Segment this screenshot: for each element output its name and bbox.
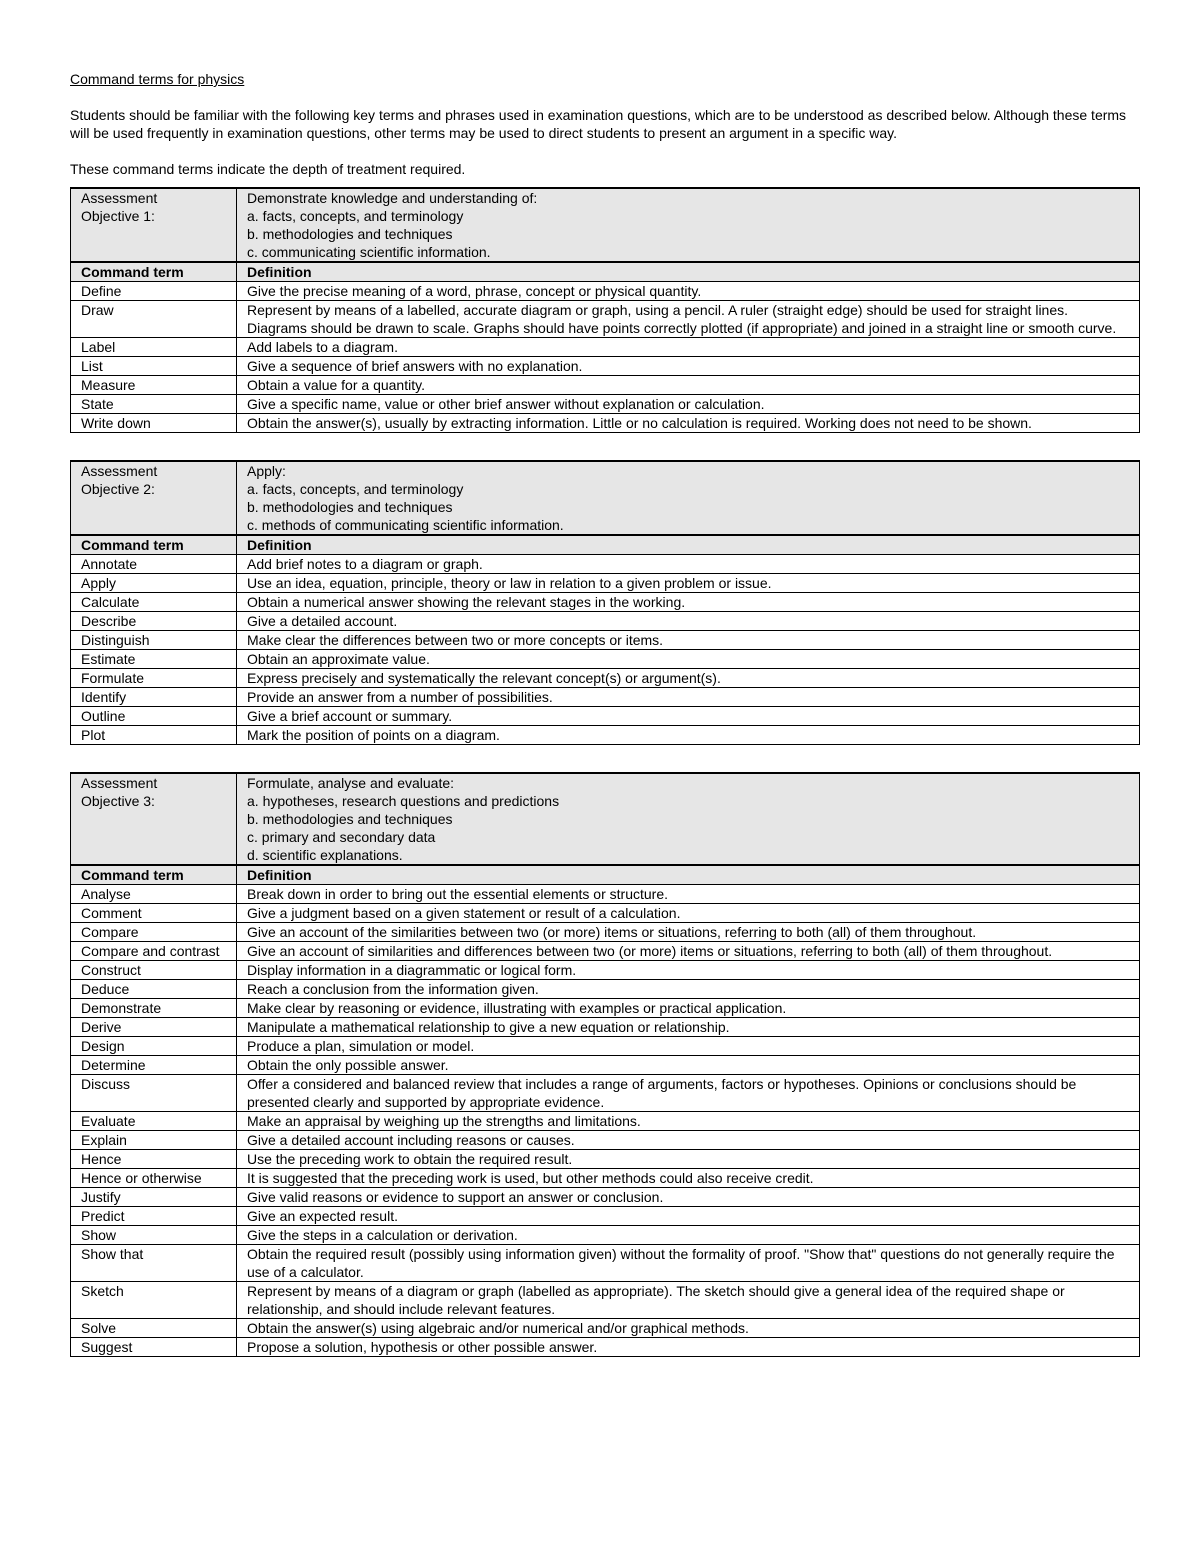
- command-term: Hence or otherwise: [71, 1169, 237, 1188]
- command-term: Predict: [71, 1207, 237, 1226]
- objective-lead: Demonstrate knowledge and understanding of:: [247, 190, 538, 206]
- objective-label-line1: Assessment: [81, 463, 158, 479]
- column-header-row: [71, 865, 1140, 885]
- term-definition: Obtain a value for a quantity.: [237, 376, 1140, 395]
- column-header-term: Command term: [71, 865, 237, 885]
- term-definition: Give a specific name, value or other brief answer without explanation or calculation.: [237, 395, 1140, 414]
- table-row: [71, 1207, 1140, 1226]
- term-definition: Make clear the differences between two or more concepts or items.: [237, 631, 1140, 650]
- table-row: [71, 1319, 1140, 1338]
- command-term: Demonstrate: [71, 999, 237, 1018]
- table-row: [71, 1169, 1140, 1188]
- table-row: [71, 923, 1140, 942]
- table-row: [71, 707, 1140, 726]
- table-row: [71, 1282, 1140, 1319]
- table-row: [71, 1226, 1140, 1245]
- command-term: Write down: [71, 414, 237, 433]
- objective-label-cell: [71, 461, 237, 535]
- table-row: [71, 980, 1140, 999]
- objective-label-line2: Objective 1:: [81, 208, 155, 224]
- term-definition: It is suggested that the preceding work is used, but other methods could also receive credit.: [237, 1169, 1140, 1188]
- command-term: Show: [71, 1226, 237, 1245]
- column-header-definition: Definition: [237, 262, 1140, 282]
- table-row: [71, 395, 1140, 414]
- table-row: [71, 961, 1140, 980]
- command-term: Analyse: [71, 885, 237, 904]
- objective-label-cell: [71, 773, 237, 865]
- command-term: Describe: [71, 612, 237, 631]
- table-row: [71, 574, 1140, 593]
- objective-header-row: [71, 461, 1140, 535]
- table-row: [71, 999, 1140, 1018]
- table-row: [71, 726, 1140, 745]
- column-header-term: Command term: [71, 262, 237, 282]
- command-term: Compare and contrast: [71, 942, 237, 961]
- table-row: [71, 688, 1140, 707]
- term-definition: Represent by means of a diagram or graph (labelled as appropriate). The sketch should give a general idea of the required shape or relationship, and should include relevant features.: [237, 1282, 1140, 1319]
- table-row: [71, 1018, 1140, 1037]
- table-row: [71, 1245, 1140, 1282]
- table-row: [71, 1131, 1140, 1150]
- term-definition: Give an expected result.: [237, 1207, 1140, 1226]
- term-definition: Display information in a diagrammatic or logical form.: [237, 961, 1140, 980]
- command-term: Construct: [71, 961, 237, 980]
- table-row: [71, 1338, 1140, 1357]
- command-term: Explain: [71, 1131, 237, 1150]
- command-term: Apply: [71, 574, 237, 593]
- command-term: List: [71, 357, 237, 376]
- table-row: [71, 338, 1140, 357]
- objective-item: c. methods of communicating scientific information.: [247, 517, 564, 533]
- table-row: [71, 282, 1140, 301]
- term-definition: Give the precise meaning of a word, phrase, concept or physical quantity.: [237, 282, 1140, 301]
- intro-paragraph: Students should be familiar with the following key terms and phrases used in examination questions, which are to be understood as described below. Although these terms will be used frequently in examination questions, other terms may be used to direct students to present an argument in a specific way.: [70, 107, 1127, 141]
- column-header-definition: Definition: [237, 865, 1140, 885]
- objective-label-cell: [71, 188, 237, 262]
- objective-3-table: [70, 772, 1140, 1357]
- term-definition: Give the steps in a calculation or derivation.: [237, 1226, 1140, 1245]
- term-definition: Give a detailed account.: [237, 612, 1140, 631]
- table-row: [71, 1112, 1140, 1131]
- term-definition: Reach a conclusion from the information given.: [237, 980, 1140, 999]
- command-term: Draw: [71, 301, 237, 338]
- command-term: Solve: [71, 1319, 237, 1338]
- command-term: Determine: [71, 1056, 237, 1075]
- table-row: [71, 631, 1140, 650]
- table-row: [71, 612, 1140, 631]
- term-definition: Obtain the required result (possibly using information given) without the formality of proof. "Show that" questions do not generally require the use of a calculator.: [237, 1245, 1140, 1282]
- objective-lead: Apply:: [247, 463, 286, 479]
- command-term: Formulate: [71, 669, 237, 688]
- objective-header-row: [71, 773, 1140, 865]
- column-header-row: [71, 535, 1140, 555]
- objective-item: a. hypotheses, research questions and predictions: [247, 793, 560, 809]
- term-definition: Add labels to a diagram.: [237, 338, 1140, 357]
- table-row: [71, 301, 1140, 338]
- term-definition: Propose a solution, hypothesis or other possible answer.: [237, 1338, 1140, 1357]
- objective-header-row: [71, 188, 1140, 262]
- term-definition: Give a detailed account including reasons or causes.: [237, 1131, 1140, 1150]
- table-row: [71, 414, 1140, 433]
- term-definition: Use the preceding work to obtain the required result.: [237, 1150, 1140, 1169]
- term-definition: Make clear by reasoning or evidence, illustrating with examples or practical application.: [237, 999, 1140, 1018]
- term-definition: Manipulate a mathematical relationship to give a new equation or relationship.: [237, 1018, 1140, 1037]
- command-term: State: [71, 395, 237, 414]
- document-title: Command terms for physics: [70, 71, 245, 87]
- term-definition: Obtain an approximate value.: [237, 650, 1140, 669]
- command-term: Derive: [71, 1018, 237, 1037]
- command-term: Discuss: [71, 1075, 237, 1112]
- term-definition: Represent by means of a labelled, accurate diagram or graph, using a pencil. A ruler (straight edge) should be used for straight lines. Diagrams should be drawn to scale. Graphs should have points correctly plotted (if appropriate) and joined in a straight line or smooth curve.: [237, 301, 1140, 338]
- table-row: [71, 904, 1140, 923]
- command-term: Estimate: [71, 650, 237, 669]
- table-row: [71, 357, 1140, 376]
- objective-label-line2: Objective 2:: [81, 481, 155, 497]
- term-definition: Mark the position of points on a diagram.: [237, 726, 1140, 745]
- objective-item: b. methodologies and techniques: [247, 811, 453, 827]
- objective-item: c. primary and secondary data: [247, 829, 436, 845]
- command-term: Show that: [71, 1245, 237, 1282]
- command-term: Justify: [71, 1188, 237, 1207]
- term-definition: Provide an answer from a number of possibilities.: [237, 688, 1140, 707]
- command-term: Sketch: [71, 1282, 237, 1319]
- command-term: Suggest: [71, 1338, 237, 1357]
- table-row: [71, 885, 1140, 904]
- term-definition: Give an account of similarities and differences between two (or more) items or situations, referring to both (all) of them throughout.: [237, 942, 1140, 961]
- table-row: [71, 1037, 1140, 1056]
- term-definition: Add brief notes to a diagram or graph.: [237, 555, 1140, 574]
- term-definition: Make an appraisal by weighing up the strengths and limitations.: [237, 1112, 1140, 1131]
- command-term: Calculate: [71, 593, 237, 612]
- command-term: Annotate: [71, 555, 237, 574]
- objective-item: b. methodologies and techniques: [247, 226, 453, 242]
- objective-item: c. communicating scientific information.: [247, 244, 491, 260]
- objective-label-line1: Assessment: [81, 775, 158, 791]
- objective-lead: Formulate, analyse and evaluate:: [247, 775, 455, 791]
- table-row: [71, 376, 1140, 395]
- term-definition: Give valid reasons or evidence to support an answer or conclusion.: [237, 1188, 1140, 1207]
- objective-item: a. facts, concepts, and terminology: [247, 208, 464, 224]
- table-row: [71, 650, 1140, 669]
- term-definition: Obtain the answer(s), usually by extracting information. Little or no calculation is required. Working does not need to be shown.: [237, 414, 1140, 433]
- objective-2-table: [70, 460, 1140, 745]
- term-definition: Obtain a numerical answer showing the relevant stages in the working.: [237, 593, 1140, 612]
- objective-description-cell: [237, 773, 1140, 865]
- table-row: [71, 1056, 1140, 1075]
- table-row: [71, 555, 1140, 574]
- objective-label-line2: Objective 3:: [81, 793, 155, 809]
- column-header-row: [71, 262, 1140, 282]
- command-term: Label: [71, 338, 237, 357]
- term-definition: Express precisely and systematically the relevant concept(s) or argument(s).: [237, 669, 1140, 688]
- term-definition: Give a sequence of brief answers with no explanation.: [237, 357, 1140, 376]
- objective-item: b. methodologies and techniques: [247, 499, 453, 515]
- table-row: [71, 1188, 1140, 1207]
- command-term: Measure: [71, 376, 237, 395]
- command-term: Identify: [71, 688, 237, 707]
- depth-note: These command terms indicate the depth of treatment required.: [70, 161, 466, 177]
- document-page: [70, 70, 1140, 1357]
- table-row: [71, 593, 1140, 612]
- command-term: Comment: [71, 904, 237, 923]
- command-term: Hence: [71, 1150, 237, 1169]
- term-definition: Give a brief account or summary.: [237, 707, 1140, 726]
- column-header-definition: Definition: [237, 535, 1140, 555]
- table-row: [71, 1075, 1140, 1112]
- table-row: [71, 942, 1140, 961]
- term-definition: Give an account of the similarities between two (or more) items or situations, referring to both (all) of them throughout.: [237, 923, 1140, 942]
- term-definition: Obtain the answer(s) using algebraic and/or numerical and/or graphical methods.: [237, 1319, 1140, 1338]
- command-term: Plot: [71, 726, 237, 745]
- command-term: Outline: [71, 707, 237, 726]
- objective-description-cell: [237, 188, 1140, 262]
- term-definition: Obtain the only possible answer.: [237, 1056, 1140, 1075]
- term-definition: Produce a plan, simulation or model.: [237, 1037, 1140, 1056]
- command-term: Design: [71, 1037, 237, 1056]
- command-term: Define: [71, 282, 237, 301]
- objective-item: a. facts, concepts, and terminology: [247, 481, 464, 497]
- command-term: Deduce: [71, 980, 237, 999]
- objective-item: d. scientific explanations.: [247, 847, 403, 863]
- objective-description-cell: [237, 461, 1140, 535]
- table-row: [71, 1150, 1140, 1169]
- command-term: Compare: [71, 923, 237, 942]
- column-header-term: Command term: [71, 535, 237, 555]
- table-row: [71, 669, 1140, 688]
- term-definition: Offer a considered and balanced review that includes a range of arguments, factors or hypotheses. Opinions or conclusions should be presented clearly and supported by appropriate evidence.: [237, 1075, 1140, 1112]
- objective-1-table: [70, 187, 1140, 433]
- term-definition: Break down in order to bring out the essential elements or structure.: [237, 885, 1140, 904]
- term-definition: Give a judgment based on a given statement or result of a calculation.: [237, 904, 1140, 923]
- command-term: Distinguish: [71, 631, 237, 650]
- term-definition: Use an idea, equation, principle, theory or law in relation to a given problem or issue.: [237, 574, 1140, 593]
- command-term: Evaluate: [71, 1112, 237, 1131]
- objective-label-line1: Assessment: [81, 190, 158, 206]
